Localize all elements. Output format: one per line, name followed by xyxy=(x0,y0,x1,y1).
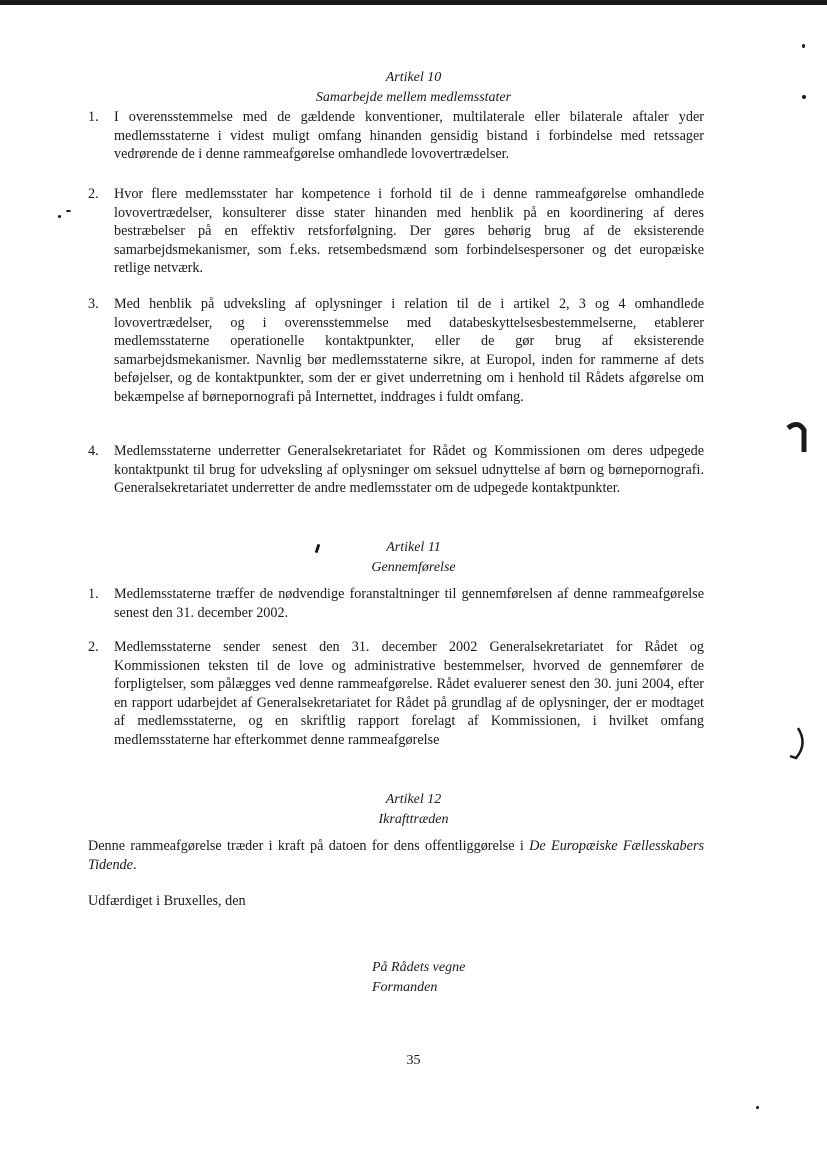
scan-speck xyxy=(756,1106,759,1109)
binder-hole-mark-upper xyxy=(784,420,808,454)
article-10-number: Artikel 10 xyxy=(385,70,442,85)
binder-hole-mark-lower xyxy=(786,726,808,762)
article-12-text-before: Denne rammeafgørelse træder i kraft på datoen for dens offentliggørelse i xyxy=(88,838,530,854)
paragraph-number: 2. xyxy=(88,639,99,655)
signature-block xyxy=(372,958,465,998)
article-11-paragraph-1 xyxy=(88,585,704,622)
paragraph-number: 1. xyxy=(88,109,99,125)
scan-speck xyxy=(802,95,806,99)
paragraph-text: Hvor flere medlemsstater har kompetence i forhold til de i denne rammeafgørelse omhandlede lovovertrædelser, konsulterer disse stater hinanden med henblik på en koordinering af deres bestræbelser på en effektiv retsforfølgning. Der gøres behørig brug af de eksisterende samarbejdsmekanismer, som f.eks. retsembedsmænd som forbindelsespersoner og det europæiske retlige netværk. xyxy=(114,186,704,277)
paragraph-text: Medlemsstaterne træffer de nødvendige foranstaltninger til gennemførelsen af denne rammeafgørelse senest den 31. december 2002. xyxy=(114,586,704,621)
article-11-number: Artikel 11 xyxy=(386,540,441,555)
paragraph-number: 3. xyxy=(88,296,99,312)
signature-line-1: På Rådets vegne xyxy=(372,960,466,975)
article-12-heading xyxy=(0,790,827,830)
paragraph-text: Medlemsstaterne sender senest den 31. december 2002 Generalsekretariatet for Rådet og Kommissionen teksten til de love og administrative bestemmelser, hvorved de gennemfører de forpligtelser, som pålægges ved denne rammeafgørelse. Rådet evaluerer senest den 30. juni 2004, efter en rapport udarbejdet af Generalsekretariatet for Rådet på grundlag af de oplysninger, der er modtaget af medlemsstaterne, og en skriftlig rapport forelagt af Kommissionen, i hvilket omfang medlemsstaterne har efterkommet denne rammeafgørelse xyxy=(114,639,704,748)
article-10-heading xyxy=(0,68,827,108)
paragraph-number: 2. xyxy=(88,186,99,202)
paragraph-text: I overensstemmelse med de gældende konventioner, multilaterale eller bilaterale aftaler yder medlemsstaterne i videst muligt omfang hinanden gensidig bistand i forbindelse med retssager vedrørende de i denne rammeafgørelse omhandlede lovovertrædelser. xyxy=(114,109,704,163)
article-12-number: Artikel 12 xyxy=(385,792,442,807)
article-10-paragraph-1 xyxy=(88,108,704,164)
article-11-title: Gennemførelse xyxy=(371,560,456,575)
scan-speck xyxy=(802,44,805,48)
page-number: 35 xyxy=(406,1053,421,1068)
article-11-heading xyxy=(0,538,827,578)
paragraph-text: Med henblik på udveksling af oplysninger i relation til de i artikel 2, 3 og 4 omhandlede lovovertrædelser, og i overensstemmelse med databeskyttelsesbestemmelserne, etablerer medlemsstaterne operationelle kontaktpunkter, eller de gør brug af eksisterende samarbejdsmekanismer. Navnlig bør medlemsstaterne sikre, at Europol, inden for rammerne af dets beføjelser, og de kontaktpunkter, som der er givet underretning om i henhold til Rådets afgørelse om bekæmpelse af børnepornografi på Internettet, inddrages i fuldt omfang. xyxy=(114,296,704,405)
article-10-paragraph-3 xyxy=(88,295,704,407)
article-12-text-after: . xyxy=(132,856,137,873)
scan-speck xyxy=(58,215,61,218)
article-10-paragraph-2 xyxy=(88,185,704,278)
closing-line: Udfærdiget i Bruxelles, den xyxy=(88,893,246,909)
article-12-text xyxy=(88,837,704,874)
article-12-title: Ikrafttræden xyxy=(378,812,449,827)
paragraph-number: 1. xyxy=(88,586,99,602)
paragraph-text: Medlemsstaterne underretter Generalsekretariatet for Rådet og Kommissionen om deres udpegede kontaktpunkt til brug for udveksling af oplysninger om seksuel udnyttelse af børn og børnepornografi. Generalsekretariatet underretter de andre medlemsstater om de udpegede kontaktpunkter. xyxy=(114,443,704,497)
signature-line-2: Formanden xyxy=(372,980,438,995)
article-10-paragraph-4 xyxy=(88,442,704,498)
scan-top-border xyxy=(0,0,827,5)
article-11-paragraph-2 xyxy=(88,638,704,750)
scan-speck xyxy=(66,210,71,212)
paragraph-number: 4. xyxy=(88,443,99,459)
article-10-title: Samarbejde mellem medlemsstater xyxy=(315,90,512,105)
official-journal-name: De Europæiske Fællesskabers Tidende xyxy=(88,838,704,873)
